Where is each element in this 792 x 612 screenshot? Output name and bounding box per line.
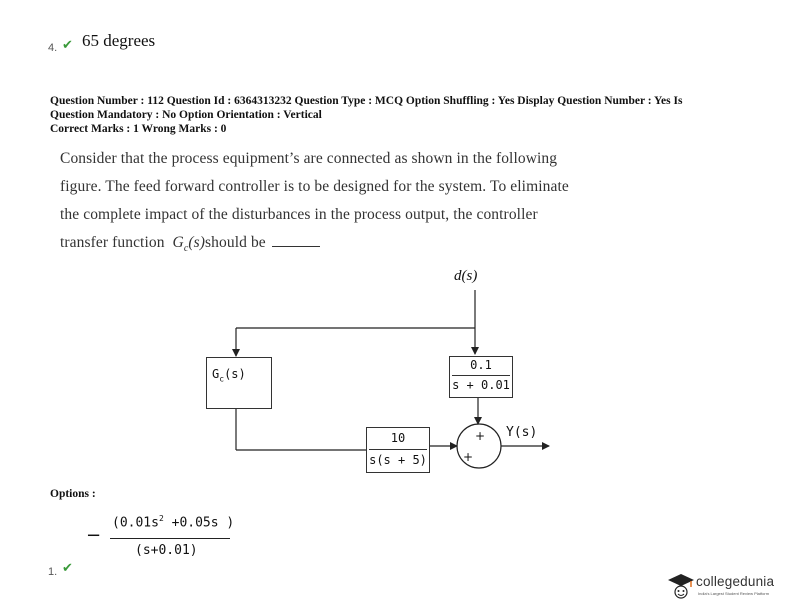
options-heading: Options : <box>50 488 96 500</box>
sum-bottom-sign: + <box>463 450 474 464</box>
option-1-fraction-bar <box>110 538 230 539</box>
option-1-number: 1. <box>48 566 58 578</box>
question-line-4-prefix: transfer function <box>60 234 165 251</box>
sum-top-sign: + <box>475 429 486 443</box>
collegedunia-logo <box>668 570 788 604</box>
question-meta-line1: Question Number : 112 Question Id : 6364313232 Question Type : MCQ Option Shuffling : Yes Display Question Number : Yes Is <box>50 95 683 107</box>
option-1-sign: − <box>86 525 102 546</box>
process-tf-denominator: s(s + 5) <box>369 453 427 467</box>
disturbance-label: d(s) <box>454 268 478 284</box>
question-line-4-suffix: should be <box>205 234 266 251</box>
graduate-cap-icon <box>668 572 694 600</box>
transfer-function-symbol: G <box>172 234 184 251</box>
disturbance-tf-fraction-bar <box>452 375 510 376</box>
transfer-function-subscript: c <box>183 243 189 255</box>
option-1-expression <box>86 512 256 564</box>
question-line-3: the complete impact of the disturbances in the process output, the controller <box>60 206 538 223</box>
previous-option-number: 4. <box>48 42 58 54</box>
output-label: Y(s) <box>506 425 538 440</box>
controller-label: $G_c(s)$ <box>212 367 246 384</box>
option-1-correct-check-icon: ✔ <box>62 561 73 576</box>
process-tf-numerator: 10 <box>390 431 406 445</box>
previous-answer-text: 65 degrees <box>82 31 156 50</box>
option-1-denominator: (s+0.01) <box>135 543 198 558</box>
process-transfer-block <box>366 427 430 473</box>
controller-block <box>206 357 272 409</box>
correct-check-icon: ✔ <box>62 38 73 53</box>
question-meta-line2: Question Mandatory : No Option Orientation : Vertical <box>50 109 322 121</box>
question-meta-line3: Correct Marks : 1 Wrong Marks : 0 <box>50 123 227 135</box>
process-tf-fraction-bar <box>369 449 427 450</box>
disturbance-tf-denominator: s + 0.01 <box>452 378 510 392</box>
question-line-2: figure. The feed forward controller is to be designed for the system. To eliminate <box>60 178 569 195</box>
watermark-brand: collegedunia <box>696 574 775 589</box>
disturbance-tf-numerator: 0.1 <box>470 358 492 372</box>
disturbance-transfer-block <box>449 356 513 398</box>
option-1-numerator: ($0.01s^2 +0.05s$ ) <box>112 514 235 531</box>
watermark-tagline: India's Largest Student Review Platform <box>698 591 770 596</box>
transfer-function-arg: (s) <box>188 234 206 251</box>
question-line-1: Consider that the process equipment’s are connected as shown in the following <box>60 150 558 167</box>
